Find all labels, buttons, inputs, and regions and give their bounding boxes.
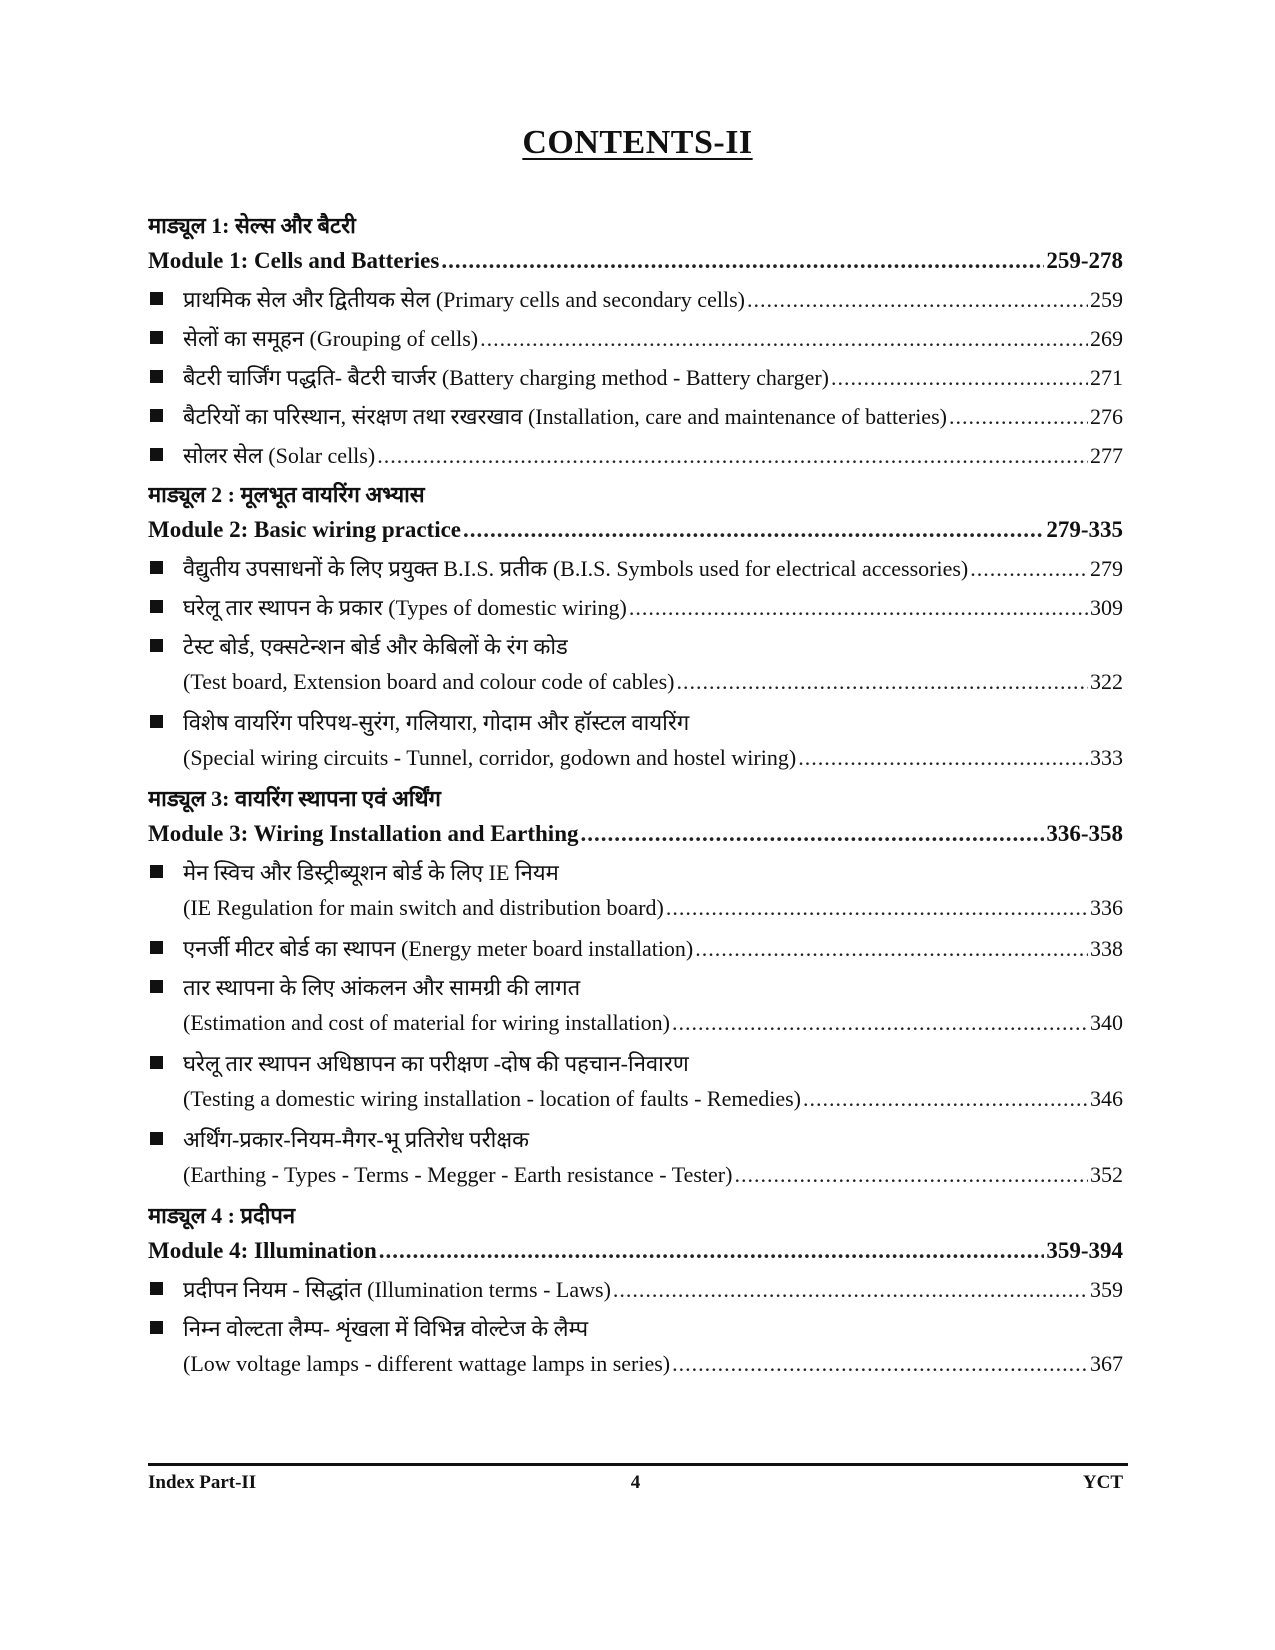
page-number: 269 (1090, 326, 1123, 351)
page-number: 352 (1090, 1162, 1123, 1187)
toc-entry[interactable]: प्रदीपन नियम - सिद्धांत (Illumination terms - Laws) ..... 359 (148, 1274, 1123, 1313)
module-4-hindi-heading: माड्यूल 4 : प्रदीपन (148, 1203, 296, 1228)
page-number: 309 (1090, 595, 1123, 620)
square-bullet-icon (150, 448, 163, 461)
square-bullet-icon (150, 1321, 163, 1334)
footer-page-number: 4 (630, 1472, 641, 1493)
footer-divider (148, 1463, 1128, 1466)
square-bullet-icon (150, 865, 163, 878)
page-number: 338 (1090, 936, 1123, 961)
square-bullet-icon (150, 600, 163, 613)
toc-entry[interactable]: प्राथमिक सेल और द्वितीयक सेल (Primary cells and secondary cells) ..... 259 (148, 284, 1123, 323)
dot-leader (379, 1238, 1045, 1264)
page-number: 259 (1090, 287, 1123, 312)
square-bullet-icon (150, 715, 163, 728)
page-number: 340 (1090, 1010, 1123, 1035)
page-number: 346 (1090, 1086, 1123, 1111)
footer-publisher: YCT (1082, 1472, 1123, 1493)
toc-entry[interactable]: घरेलू तार स्थापन के प्रकार (Types of domestic wiring) ..... 309 (148, 592, 1123, 631)
square-bullet-icon (150, 1282, 163, 1295)
page-number: 276 (1090, 404, 1123, 429)
module-3-title-row[interactable] (148, 821, 1123, 857)
module-page-range: 336-358 (1046, 821, 1123, 846)
page-number: 277 (1090, 443, 1123, 468)
module-title: Module 4: Illumination (148, 1238, 377, 1263)
module-page-range: 359-394 (1046, 1238, 1123, 1263)
square-bullet-icon (150, 409, 163, 422)
square-bullet-icon (150, 292, 163, 305)
toc-entry[interactable]: एनर्जी मीटर बोर्ड का स्थापन (Energy meter board installation) ..... 338 (148, 933, 1123, 972)
page-number: 336 (1090, 895, 1123, 920)
module-2-hindi-heading: माड्यूल 2 : मूलभूत वायरिंग अभ्यास (148, 482, 425, 507)
module-title: Module 1: Cells and Batteries (148, 248, 440, 273)
module-page-range: 259-278 (1046, 248, 1123, 273)
toc-entry[interactable]: निम्न वोल्टता लैम्प- शृंखला में विभिन्न वोल्टेज के लैम्प (Low voltage lamps - different wattage lamps in series) ..... 367 (148, 1313, 1123, 1389)
square-bullet-icon (150, 1056, 163, 1069)
toc-entry[interactable]: अर्थिंग-प्रकार-नियम-मैगर-भू प्रतिरोध परीक्षक (Earthing - Types - Terms - Megger - Earth resistance - Tester) ..... 352 (148, 1124, 1123, 1200)
module-1-title-row[interactable] (148, 248, 1123, 284)
square-bullet-icon (150, 980, 163, 993)
square-bullet-icon (150, 639, 163, 652)
page-number: 322 (1090, 669, 1123, 694)
module-page-range: 279-335 (1046, 517, 1123, 542)
page-number: 359 (1090, 1277, 1123, 1302)
toc-entry[interactable]: मेन स्विच और डिस्ट्रीब्यूशन बोर्ड के लिए IE नियम (IE Regulation for main switch and distribution board) ..... 336 (148, 857, 1123, 933)
page-number: 279 (1090, 556, 1123, 581)
module-4-title-row[interactable] (148, 1238, 1123, 1274)
page-number: 271 (1090, 365, 1123, 390)
module-1-hindi-heading: माड्यूल 1: सेल्स और बैटरी (148, 213, 356, 238)
module-2-title-row[interactable] (148, 517, 1123, 553)
module-3-hindi-heading: माड्यूल 3: वायरिंग स्थापना एवं अर्थिंग (148, 786, 441, 811)
page-number: 333 (1090, 745, 1123, 770)
page-title: CONTENTS-II (522, 124, 753, 161)
square-bullet-icon (150, 370, 163, 383)
toc-entry[interactable]: विशेष वायरिंग परिपथ-सुरंग, गलियारा, गोदाम और हॉस्टल वायरिंग (Special wiring circuits - Tunnel, corridor, godown and hostel wiring) ..... 333 (148, 707, 1123, 783)
square-bullet-icon (150, 1132, 163, 1145)
dot-leader (463, 517, 1044, 543)
table-of-contents (148, 210, 1123, 1389)
module-title: Module 2: Basic wiring practice (148, 517, 462, 542)
square-bullet-icon (150, 561, 163, 574)
dot-leader (441, 248, 1044, 274)
dot-leader (581, 821, 1045, 847)
footer-index-label: Index Part-II (148, 1472, 257, 1493)
toc-entry[interactable]: सेलों का समूहन (Grouping of cells) ..... 269 (148, 323, 1123, 362)
page-number: 367 (1090, 1351, 1123, 1376)
page-footer (148, 1472, 1123, 1500)
module-title: Module 3: Wiring Installation and Earthing (148, 821, 579, 846)
toc-entry[interactable]: सोलर सेल (Solar cells) ..... 277 (148, 440, 1123, 479)
toc-entry[interactable]: घरेलू तार स्थापन अधिष्ठापन का परीक्षण -दोष की पहचान-निवारण (Testing a domestic wiring installation - location of faults - Remedies) ..... 346 (148, 1048, 1123, 1124)
toc-entry[interactable]: टेस्ट बोर्ड, एक्सटेन्शन बोर्ड और केबिलों के रंग कोड (Test board, Extension board and colour code of cables) ..... 322 (148, 631, 1123, 707)
toc-entry[interactable]: वैद्युतीय उपसाधनों के लिए प्रयुक्त B.I.S. प्रतीक (B.I.S. Symbols used for electrical accessories) ..... 279 (148, 553, 1123, 592)
toc-entry[interactable]: बैटरियों का परिस्थान, संरक्षण तथा रखरखाव (Installation, care and maintenance of batteries) ..... 276 (148, 401, 1123, 440)
toc-entry[interactable]: तार स्थापना के लिए आंकलन और सामग्री की लागत (Estimation and cost of material for wiring installation) ..... 340 (148, 972, 1123, 1048)
square-bullet-icon (150, 941, 163, 954)
square-bullet-icon (150, 331, 163, 344)
toc-entry[interactable]: बैटरी चार्जिंग पद्धति- बैटरी चार्जर (Battery charging method - Battery charger) ..... 271 (148, 362, 1123, 401)
